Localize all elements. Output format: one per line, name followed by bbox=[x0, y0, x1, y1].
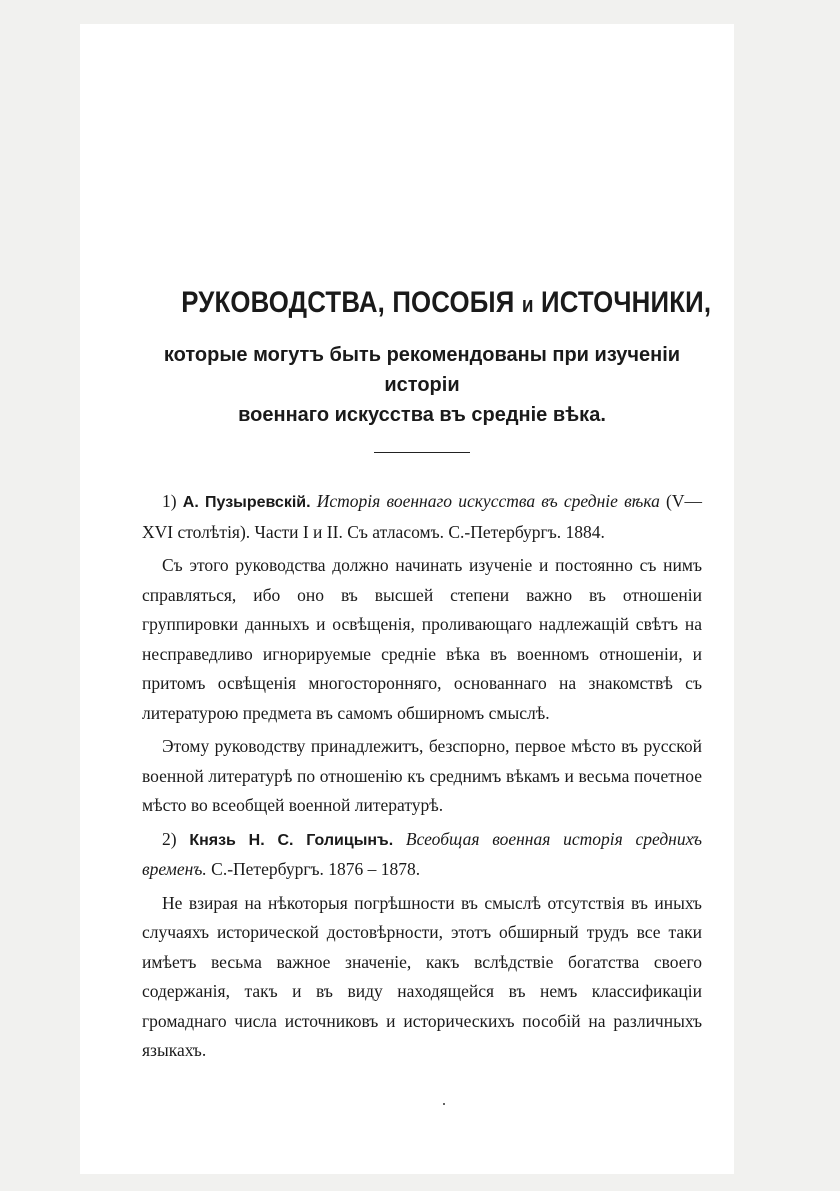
section-divider bbox=[374, 452, 470, 453]
body-text bbox=[142, 487, 702, 1066]
page-subtitle bbox=[142, 340, 702, 430]
book-page bbox=[80, 24, 734, 1174]
subtitle-line-2: военнаго искусства въ средніе вѣка. bbox=[238, 404, 606, 426]
entry-2-details: С.-Петербургъ. 1876 – 1878. bbox=[211, 859, 421, 879]
entry-1-paragraph-1: Съ этого руководства должно начинать изученіе и постоянно съ нимъ справляться, ибо оно въ высшей степени важно въ отношеніи группировки данныхъ и освѣщенія, проливающаго надлежащій свѣтъ на несправедливо игнорируемые средніе вѣка въ военномъ отношеніи, и притомъ освѣщенія многосторонняго, основаннаго на знакомствѣ съ литературою предмета въ самомъ обширномъ смыслѣ. bbox=[142, 555, 702, 723]
entry-2-author: Князь Н. С. Голицынъ. bbox=[189, 831, 394, 849]
entry-1-author: А. Пузыревскій. bbox=[182, 494, 311, 511]
entry-1-paragraph-2: Этому руководству принадлежитъ, безспорно, первое мѣсто въ русской военной литературѣ по отношенію къ среднимъ вѣкамъ и весьма почетное мѣсто во всеобщей военной литературѣ. bbox=[142, 736, 702, 815]
print-speck bbox=[443, 1103, 445, 1105]
entry-1-details: (V—XVI столѣтія). Части I и II. Съ атласомъ. С.-Петербургъ. 1884. bbox=[142, 491, 703, 542]
entry-2-paragraph-1: Не взирая на нѣкоторыя погрѣшности въ смыслѣ отсутствія въ иныхъ случаяхъ исторической достовѣрности, этотъ обширный трудъ все таки имѣетъ весьма важное значеніе, какъ вслѣдствіе богатства своего содержанія, такъ и въ виду находящейся въ немъ классификаціи громаднаго числа источниковъ и историческихъ пособій на различныхъ языкахъ. bbox=[142, 892, 702, 1060]
entry-1-work-title: Исторія военнаго искусства въ средніе вѣка bbox=[316, 491, 660, 511]
page-content bbox=[142, 284, 712, 1070]
title-part2: ИСТОЧНИКИ, bbox=[540, 286, 712, 319]
subtitle-line-1: которые могутъ быть рекомендованы при изученіи исторіи bbox=[163, 344, 681, 396]
entry-2-number: 2) bbox=[162, 828, 177, 849]
page-title bbox=[181, 284, 712, 324]
title-part1: РУКОВОДСТВА, ПОСОБІЯ bbox=[181, 286, 515, 319]
entry-1-citation bbox=[142, 487, 702, 547]
entry-2-citation bbox=[142, 825, 702, 885]
title-conjunction: и bbox=[521, 292, 534, 317]
entry-1-number: 1) bbox=[162, 491, 177, 511]
entry-2-work-title: Всеобщая военная исторія среднихъ временъ. bbox=[142, 828, 703, 879]
